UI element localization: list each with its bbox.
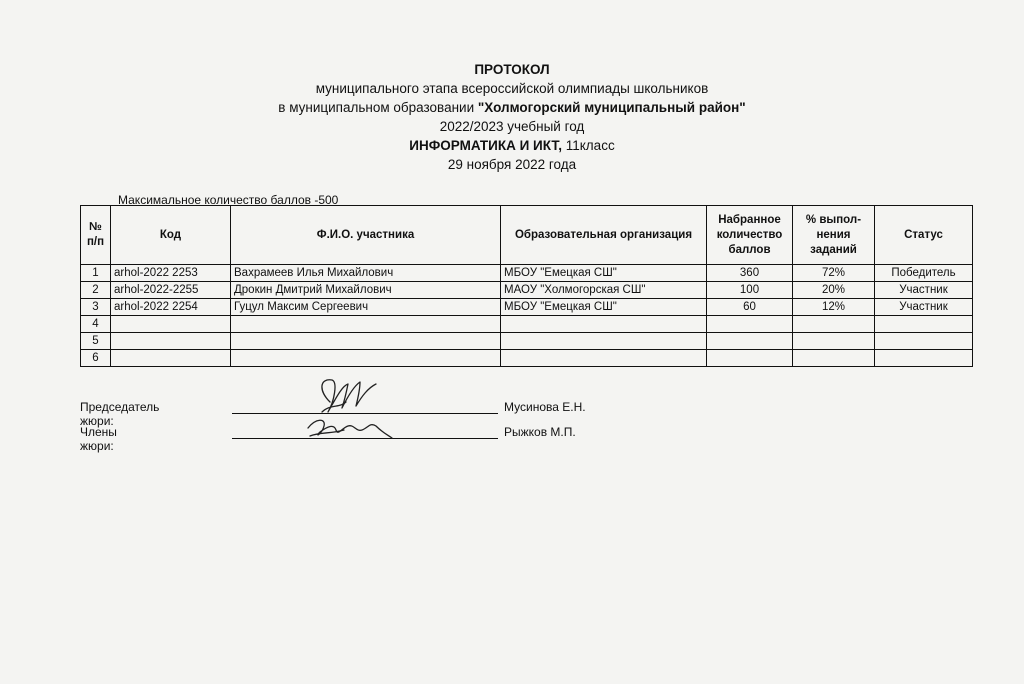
- cell-num: 3: [81, 299, 111, 316]
- cell-org: [501, 333, 707, 350]
- cell-score: 60: [707, 299, 793, 316]
- cell-code: arhol-2022 2253: [111, 265, 231, 282]
- event-date: 29 ноября 2022 года: [447, 157, 577, 172]
- cell-status: Участник: [875, 299, 973, 316]
- cell-org: [501, 350, 707, 367]
- cell-org: МАОУ "Холмогорская СШ": [501, 282, 707, 299]
- cell-name: Дрокин Дмитрий Михайлович: [231, 282, 501, 299]
- cell-score: 100: [707, 282, 793, 299]
- cell-org: МБОУ "Емецкая СШ": [501, 299, 707, 316]
- table-row: [81, 299, 973, 316]
- col-header-code: Код: [111, 206, 231, 265]
- subject-line: [0, 136, 1024, 155]
- municipality-prefix: в муниципальном образовании: [278, 100, 478, 115]
- results-table: [80, 205, 973, 367]
- municipality-name: "Холмогорский муниципальный район": [477, 100, 746, 115]
- cell-percent: [793, 350, 875, 367]
- document-title: ПРОТОКОЛ: [474, 62, 550, 77]
- col-header-num: № п/п: [81, 206, 111, 265]
- chair-label: Председатель жюри:: [80, 400, 160, 428]
- table-row: [81, 282, 973, 299]
- cell-num: 1: [81, 265, 111, 282]
- col-header-status: Статус: [875, 206, 973, 265]
- cell-status: [875, 350, 973, 367]
- col-header-name: Ф.И.О. участника: [231, 206, 501, 265]
- cell-status: Участник: [875, 282, 973, 299]
- cell-score: [707, 316, 793, 333]
- cell-percent: 72%: [793, 265, 875, 282]
- chair-name: Мусинова Е.Н.: [504, 400, 586, 414]
- cell-percent: 20%: [793, 282, 875, 299]
- members-label: Члены жюри:: [80, 425, 117, 453]
- cell-num: 6: [81, 350, 111, 367]
- cell-score: 360: [707, 265, 793, 282]
- cell-code: [111, 333, 231, 350]
- cell-num: 4: [81, 316, 111, 333]
- cell-percent: [793, 333, 875, 350]
- cell-name: Гуцул Максим Сергеевич: [231, 299, 501, 316]
- member-signature-stroke: [308, 420, 392, 438]
- table-row: [81, 265, 973, 282]
- subject-class: 11класс: [561, 138, 615, 153]
- cell-name: [231, 316, 501, 333]
- table-row: [81, 316, 973, 333]
- cell-num: 2: [81, 282, 111, 299]
- col-header-org: Образовательная организация: [501, 206, 707, 265]
- members-name: Рыжков М.П.: [504, 425, 576, 439]
- table-row: [81, 333, 973, 350]
- cell-status: [875, 316, 973, 333]
- cell-percent: [793, 316, 875, 333]
- cell-org: [501, 316, 707, 333]
- cell-code: [111, 350, 231, 367]
- cell-name: [231, 350, 501, 367]
- table-row: [81, 350, 973, 367]
- handwritten-signature-graphic: [290, 372, 400, 452]
- table-header-row: [81, 206, 973, 265]
- document-header: [0, 60, 1024, 174]
- cell-name: [231, 333, 501, 350]
- cell-percent: 12%: [793, 299, 875, 316]
- cell-code: arhol-2022-2255: [111, 282, 231, 299]
- col-header-score: Набранное количество баллов: [707, 206, 793, 265]
- cell-score: [707, 333, 793, 350]
- cell-score: [707, 350, 793, 367]
- cell-org: МБОУ "Емецкая СШ": [501, 265, 707, 282]
- cell-code: [111, 316, 231, 333]
- col-header-percent: % выпол-нения заданий: [793, 206, 875, 265]
- cell-status: Победитель: [875, 265, 973, 282]
- header-line-olympiad: муниципального этапа всероссийской олимпиады школьников: [315, 81, 709, 96]
- member-signature-stroke-2: [310, 430, 344, 436]
- academic-year: 2022/2023 учебный год: [439, 119, 585, 134]
- max-score-note: Максимальное количество баллов -500: [118, 193, 339, 207]
- cell-num: 5: [81, 333, 111, 350]
- cell-code: arhol-2022 2254: [111, 299, 231, 316]
- cell-status: [875, 333, 973, 350]
- cell-name: Вахрамеев Илья Михайлович: [231, 265, 501, 282]
- header-line-municipality: [0, 98, 1024, 117]
- subject-name: ИНФОРМАТИКА И ИКТ,: [409, 138, 562, 153]
